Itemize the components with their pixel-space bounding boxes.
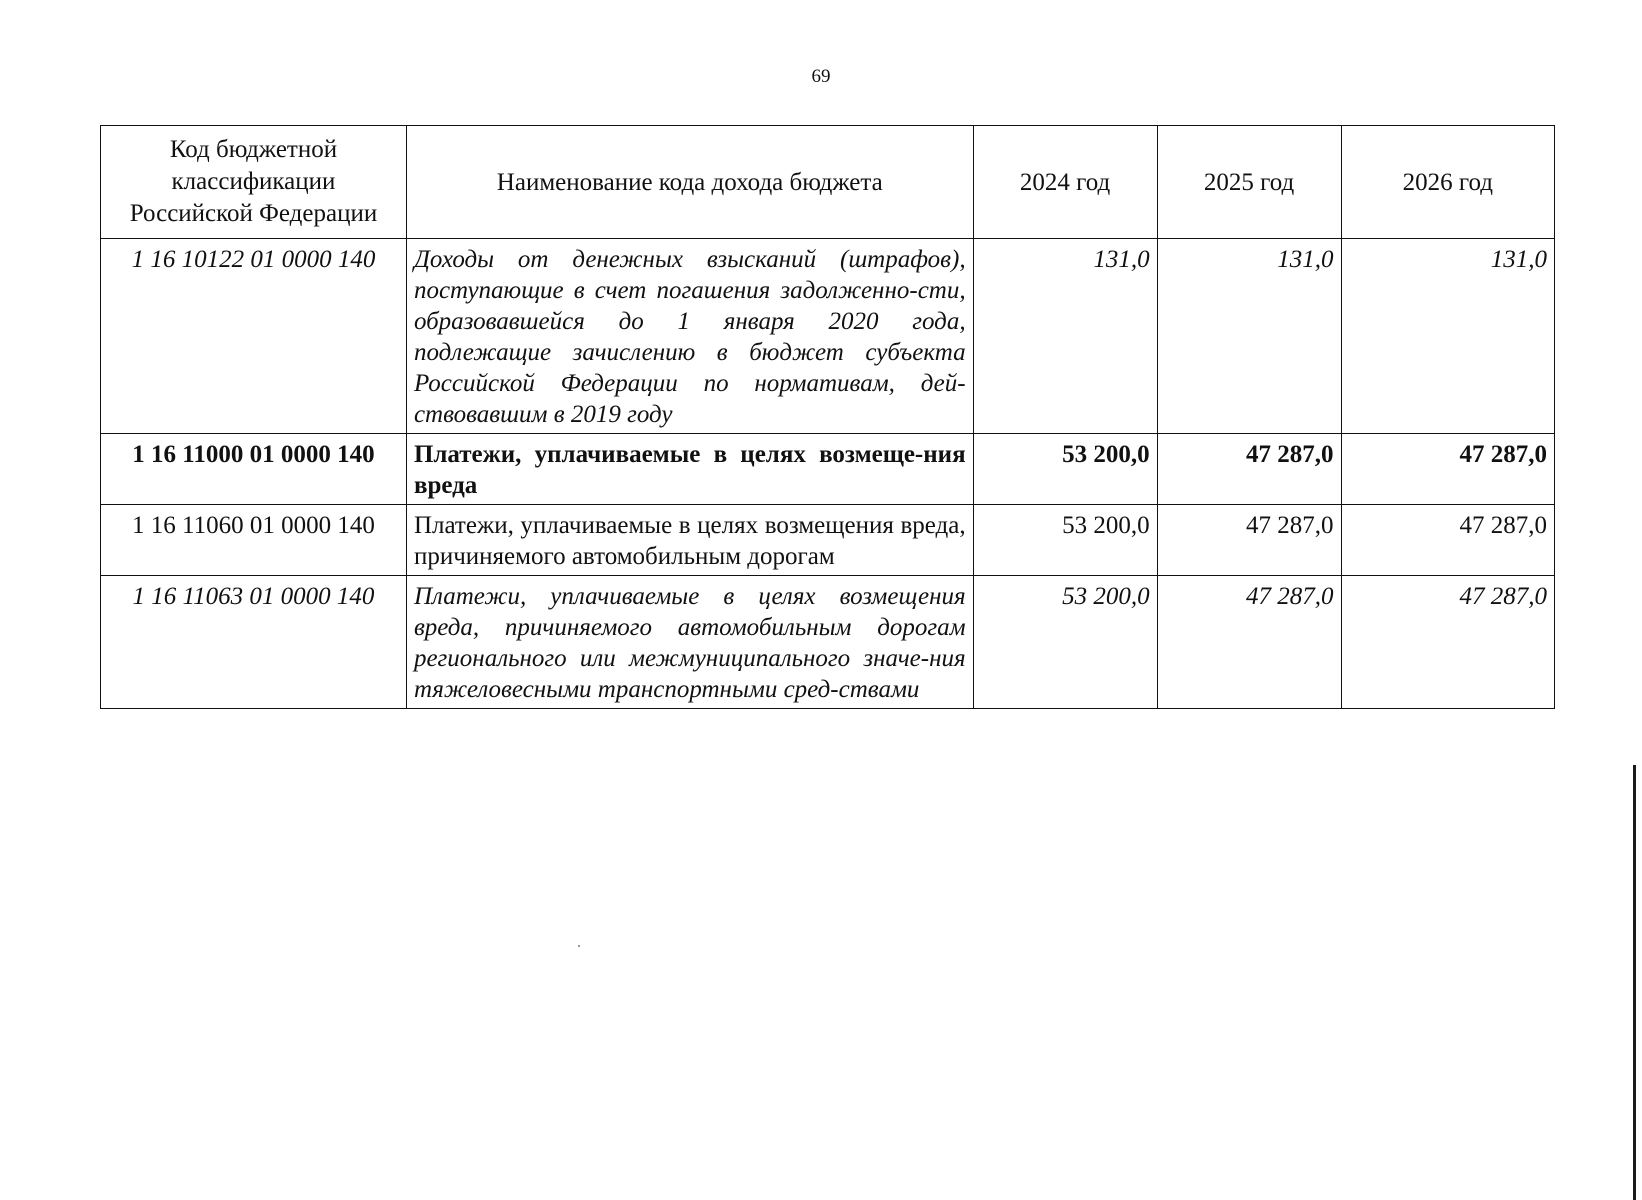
row-budget-code: 1 16 11060 01 0000 140: [101, 505, 407, 576]
row-value-2026: 47 287,0: [1341, 434, 1554, 505]
table-row: [101, 576, 1555, 709]
table-row: [101, 505, 1555, 576]
table-row: [101, 239, 1555, 434]
header-year-2024: 2024 год: [973, 126, 1157, 239]
table-header-row: [101, 126, 1555, 239]
row-income-name: Платежи, уплачиваемые в целях возмещения вреда, причиняемого автомобильным дорогам регионального или межмуниципального значе-ния тяжеловесными транспортными сред-ствами: [406, 576, 973, 709]
row-income-name: Платежи, уплачиваемые в целях возмеще-ния вреда: [406, 434, 973, 505]
row-value-2025: 47 287,0: [1157, 576, 1341, 709]
row-value-2025: 47 287,0: [1157, 434, 1341, 505]
row-income-name: Платежи, уплачиваемые в целях возмещения вреда, причиняемого автомобильным дорогам: [406, 505, 973, 576]
table-row: [101, 434, 1555, 505]
scan-speck: [578, 945, 580, 947]
header-year-2026: 2026 год: [1341, 126, 1554, 239]
row-income-name: Доходы от денежных взысканий (штрафов), поступающие в счет погашения задолженно-сти, образовавшейся до 1 января 2020 года, подлежащие зачислению в бюджет субъекта Российской Федерации по нормативам, дей-ствовавшим в 2019 году: [406, 239, 973, 434]
scan-edge-line: [1633, 765, 1636, 1200]
header-budget-code: Код бюджетной классификации Российской Федерации: [101, 126, 407, 239]
header-year-2025: 2025 год: [1157, 126, 1341, 239]
row-budget-code: 1 16 11063 01 0000 140: [101, 576, 407, 709]
row-budget-code: 1 16 11000 01 0000 140: [101, 434, 407, 505]
row-value-2025: 131,0: [1157, 239, 1341, 434]
row-value-2024: 53 200,0: [973, 505, 1157, 576]
row-value-2026: 47 287,0: [1341, 576, 1554, 709]
row-budget-code: 1 16 10122 01 0000 140: [101, 239, 407, 434]
row-value-2024: 53 200,0: [973, 434, 1157, 505]
row-value-2024: 131,0: [973, 239, 1157, 434]
header-income-name: Наименование кода дохода бюджета: [406, 126, 973, 239]
row-value-2025: 47 287,0: [1157, 505, 1341, 576]
row-value-2026: 47 287,0: [1341, 505, 1554, 576]
row-value-2024: 53 200,0: [973, 576, 1157, 709]
budget-income-table: [100, 125, 1555, 709]
row-value-2026: 131,0: [1341, 239, 1554, 434]
page-number: 69: [811, 66, 831, 87]
